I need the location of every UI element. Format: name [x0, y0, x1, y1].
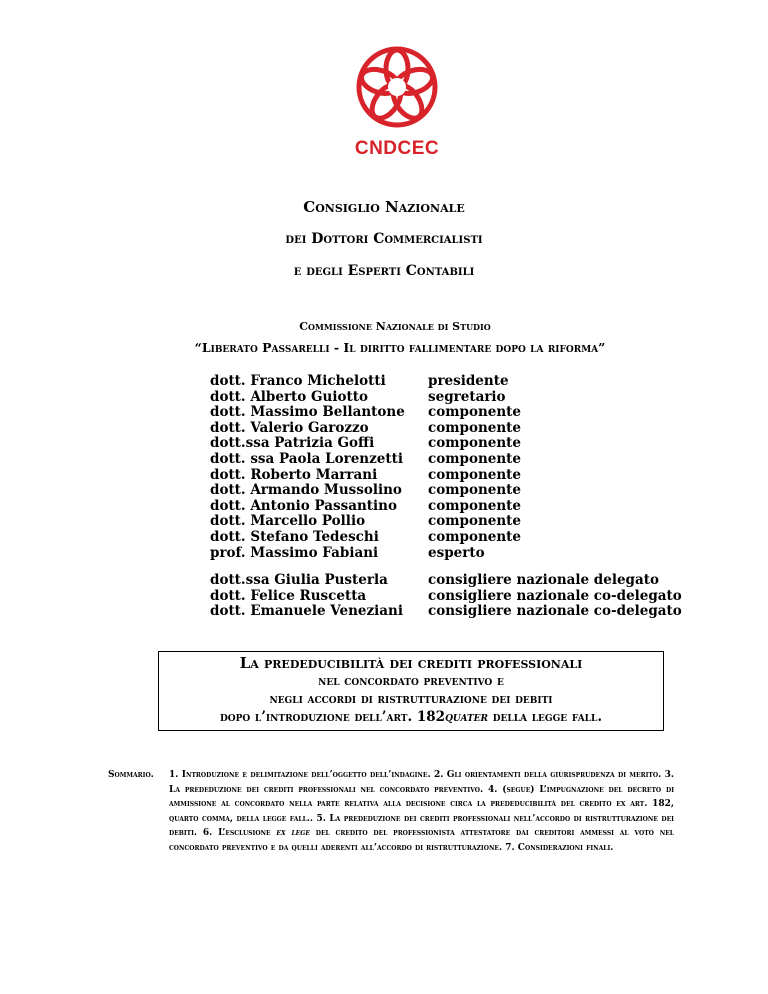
- delegate-role: consigliere nazionale delegato: [428, 572, 659, 589]
- title-line4-em: quater: [445, 709, 489, 725]
- member-role: componente: [428, 528, 521, 545]
- delegate-name: dott. Felice Ruscetta: [210, 587, 367, 604]
- member-row: [210, 483, 682, 499]
- member-row: [210, 390, 682, 406]
- title-line2: nel concordato preventivo e: [318, 673, 504, 689]
- title-line4: [159, 708, 663, 726]
- delegate-role: consigliere nazionale co-delegato: [428, 587, 682, 604]
- commission-name: “Liberato Passarelli - Il diritto fallimentare dopo la riforma”: [194, 340, 606, 355]
- member-name: dott. Massimo Bellantone: [210, 404, 405, 421]
- delegate-row: [210, 589, 682, 605]
- member-name: dott. Armando Mussolino: [210, 482, 402, 499]
- member-row: [210, 436, 682, 452]
- delegate-name: dott.ssa Giulia Pusterla: [210, 572, 388, 589]
- summary: [108, 768, 674, 855]
- member-role: componente: [428, 513, 521, 530]
- member-name: dott. Stefano Tedeschi: [210, 528, 379, 545]
- title-line4-post: della legge fall.: [488, 709, 603, 725]
- org-name-line1: Consiglio Nazionale: [303, 198, 465, 216]
- member-role: segretario: [428, 388, 506, 405]
- delegate-row: [210, 573, 682, 589]
- member-name: dott.ssa Patrizia Goffi: [210, 435, 375, 452]
- member-row: [210, 374, 682, 390]
- member-name: dott. Valerio Garozzo: [210, 419, 369, 436]
- member-role: componente: [428, 497, 521, 514]
- member-row: [210, 514, 682, 530]
- title-line1: La prededucibilità dei crediti professionali: [239, 654, 583, 672]
- member-name: dott. Franco Michelotti: [210, 373, 386, 389]
- member-row: [210, 499, 682, 515]
- summary-label: Sommario.: [108, 770, 154, 780]
- member-row: [210, 546, 682, 562]
- member-row: [210, 468, 682, 484]
- summary-em: ex lege: [276, 828, 310, 838]
- org-name-line3: e degli Esperti Contabili: [293, 263, 475, 279]
- member-role: componente: [428, 482, 521, 499]
- member-role: componente: [428, 450, 521, 467]
- member-role: componente: [428, 404, 521, 421]
- member-role: presidente: [428, 373, 509, 389]
- member-name: dott. Roberto Marrani: [210, 466, 378, 483]
- delegate-role: consigliere nazionale co-delegato: [428, 603, 682, 620]
- members-list: [210, 374, 682, 620]
- member-name: dott. ssa Paola Lorenzetti: [210, 450, 403, 467]
- member-name: prof. Massimo Fabiani: [210, 544, 379, 561]
- delegate-row: [210, 604, 682, 620]
- member-name: dott. Alberto Guiotto: [210, 388, 368, 405]
- delegate-name: dott. Emanuele Veneziani: [210, 603, 403, 620]
- title-line3: negli accordi di ristrutturazione dei debiti: [269, 691, 553, 707]
- cndcec-rosette-icon: [352, 42, 442, 132]
- summary-part1: 1. Introduzione e delimitazione dell’oggetto dell’indagine. 2. Gli orientamenti della giurisprudenza di merito. 3. La prededuzione dei crediti professionali nel concordato preventivo. 4. (segue) L’impugnazione del decreto di ammissione al concordato nella parte relativa alla decisione circa la prededucibilità del credito ex art. 182, quarto comma, della legge fall.. 5. La prededuzione dei crediti professionali nell’accordo di ristrutturazione dei debiti. 6. L’esclusione: [169, 770, 674, 838]
- commission-heading: Commissione Nazionale di Studio: [299, 320, 491, 333]
- summary-text: [108, 768, 674, 855]
- document-title-box: [158, 651, 664, 731]
- logo-text: CNDCEC: [354, 138, 440, 159]
- member-name: dott. Antonio Passantino: [210, 497, 397, 514]
- title-line4-pre: dopo l’introduzione dell’art. 182: [219, 709, 446, 725]
- member-name: dott. Marcello Pollio: [210, 513, 366, 530]
- member-role: componente: [428, 435, 521, 452]
- member-role: componente: [428, 466, 521, 483]
- member-row: [210, 530, 682, 546]
- member-row: [210, 405, 682, 421]
- org-name-line2: dei Dottori Commercialisti: [285, 231, 483, 247]
- member-row: [210, 452, 682, 468]
- member-role: esperto: [428, 544, 485, 561]
- summary-part2: del credito del professionista attestatore dai creditori ammessi al voto nel concordato preventivo e da quelli aderenti all’accordo di ristrutturazione. 7. Considerazioni finali.: [169, 828, 674, 853]
- member-row: [210, 421, 682, 437]
- member-role: componente: [428, 419, 521, 436]
